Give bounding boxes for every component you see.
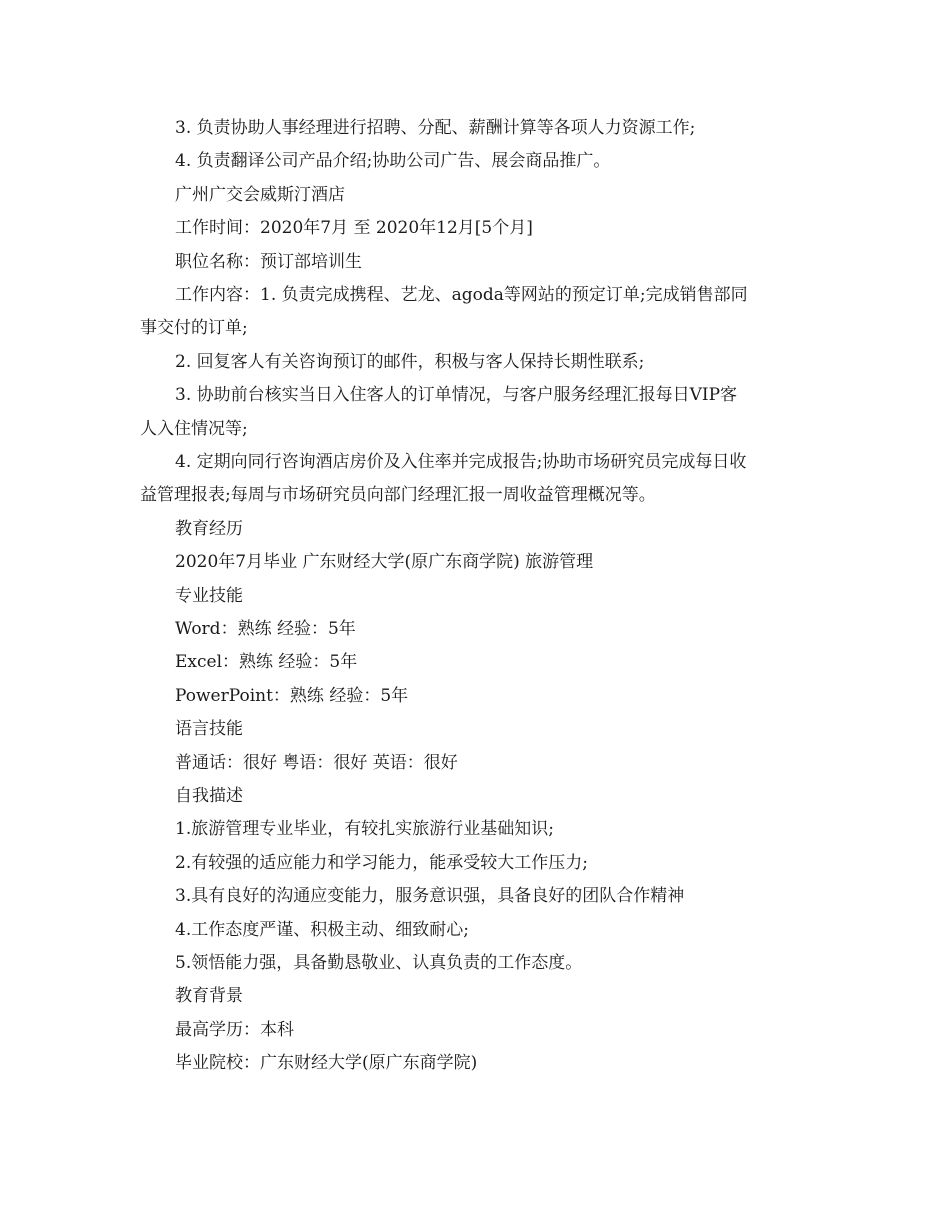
text-line: 2. 回复客人有关咨询预订的邮件，积极与客人保持长期性联系; <box>175 351 645 372</box>
text-line: 5.领悟能力强，具备勤恳敬业、认真负责的工作态度。 <box>175 953 583 973</box>
text-line: 2020年7月毕业 广东财经大学(原广东商学院) 旅游管理 <box>175 552 594 573</box>
text-line: 4.工作态度严谨、积极主动、细致耐心; <box>175 919 469 940</box>
text-line: 最高学历：本科 <box>175 1019 294 1040</box>
text-line: 2.有较强的适应能力和学习能力，能承受较大工作压力; <box>175 852 588 873</box>
text-line: Word：熟练 经验：5年 <box>175 619 356 639</box>
text-line: 工作时间：2020年7月 至 2020年12月[5个月] <box>175 218 533 239</box>
section-heading: 教育背景 <box>175 986 243 1007</box>
text-line: 事交付的订单; <box>140 318 248 339</box>
text-line: 益管理报表;每周与市场研究员向部门经理汇报一周收益管理概况等。 <box>140 485 656 506</box>
text-line: PowerPoint：熟练 经验：5年 <box>175 685 409 706</box>
text-line: Excel：熟练 经验：5年 <box>175 652 358 673</box>
section-heading: 语言技能 <box>175 719 243 740</box>
text-line: 人入住情况等; <box>140 418 248 439</box>
section-heading: 自我描述 <box>175 786 243 806</box>
section-heading: 专业技能 <box>175 585 243 606</box>
text-line: 3. 负责协助人事经理进行招聘、分配、薪酬计算等各项人力资源工作; <box>175 118 696 138</box>
text-line: 职位名称：预订部培训生 <box>175 251 362 272</box>
text-line: 3. 协助前台核实当日入住客人的订单情况，与客户服务经理汇报每日VIP客 <box>175 385 738 406</box>
section-heading: 广州广交会威斯汀酒店 <box>175 184 345 205</box>
text-line: 普通话：很好 粤语：很好 英语：很好 <box>175 752 458 773</box>
text-line: 1.旅游管理专业毕业，有较扎实旅游行业基础知识; <box>175 819 554 840</box>
text-line: 4. 负责翻译公司产品介绍;协助公司广告、展会商品推广。 <box>175 151 611 172</box>
text-line: 3.具有良好的沟通应变能力，服务意识强，具备良好的团队合作精神 <box>175 886 685 907</box>
section-heading: 教育经历 <box>175 518 243 539</box>
text-line: 4. 定期向同行咨询酒店房价及入住率并完成报告;协助市场研究员完成每日收 <box>175 452 747 472</box>
text-line: 毕业院校：广东财经大学(原广东商学院) <box>175 1053 478 1074</box>
text-line: 工作内容：1. 负责完成携程、艺龙、agoda等网站的预定订单;完成销售部同 <box>175 285 748 305</box>
